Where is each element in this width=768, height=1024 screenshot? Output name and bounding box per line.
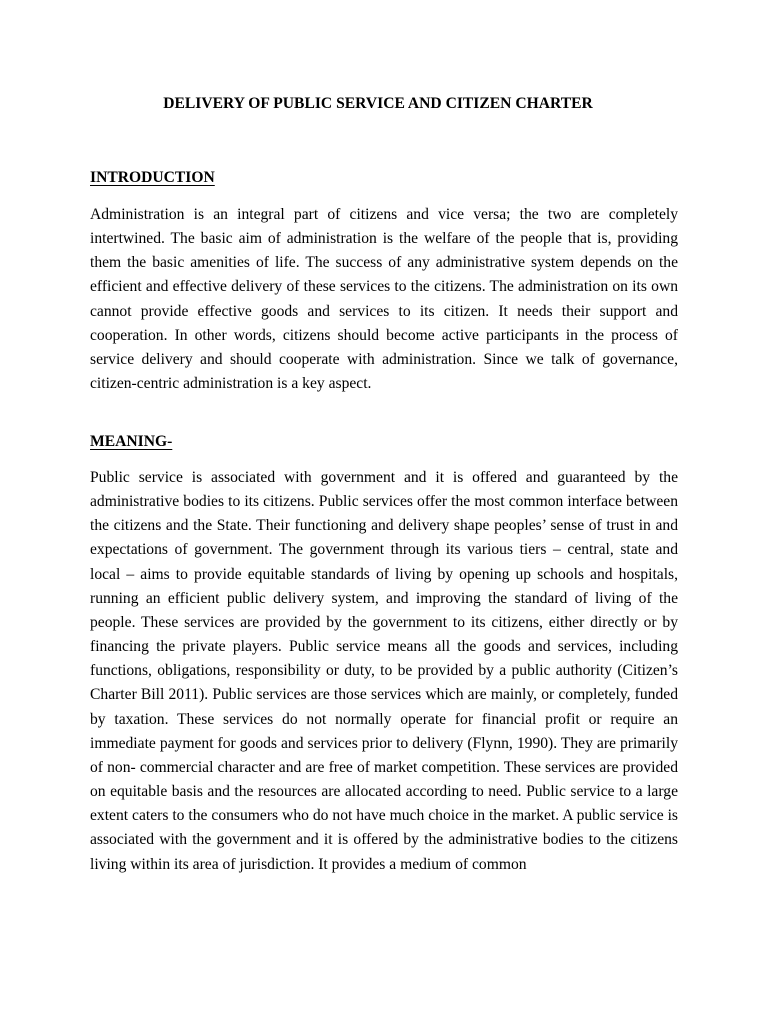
section-heading-meaning: MEANING- <box>90 433 173 450</box>
introduction-paragraph: Administration is an integral part of citizens and vice versa; the two are completely intertwined. The basic aim of administration is the welfare of the people that is, providing them the basic amenities of life. The success of any administrative system depends on the efficient and effective delivery of these services to the citizens. The administration on its own cannot provide effective goods and services to its citizen. It needs their support and cooperation. In other words, citizens should become active participants in the process of service delivery and should cooperate with administration. Since we talk of governance, citizen-centric administration is a key aspect. <box>90 206 678 393</box>
section-heading-introduction: INTRODUCTION <box>90 169 215 186</box>
meaning-paragraph: Public service is associated with government and it is offered and guaranteed by the administrative bodies to its citizens. Public services offer the most common interface between the citizens and the State. Their functioning and delivery shape peoples’ sense of trust in and expectations of government. The government through its various tiers – central, state and local – aims to provide equitable standards of living by opening up schools and hospitals, running an efficient public delivery system, and improving the standard of living of the people. These services are provided by the government to its citizens, either directly or by financing the private players. Public service means all the goods and services, including functions, obligations, responsibility or duty, to be provided by a public authority (Citizen’s Charter Bill 2011). Public services are those services which are mainly, or completely, funded by taxation. These services do not normally operate for financial profit or require an immediate payment for goods and services prior to delivery (Flynn, 1990). They are primarily of non- commercial character and are free of market competition. These services are provided on equitable basis and the resources are allocated according to need. Public service to a large extent caters to the consumers who do not have much choice in the market. A public service is associated with the government and it is offered by the administrative bodies to the citizens living within its area of jurisdiction. It provides a medium of common <box>90 469 678 873</box>
document-title: DELIVERY OF PUBLIC SERVICE AND CITIZEN CHARTER <box>163 95 593 112</box>
